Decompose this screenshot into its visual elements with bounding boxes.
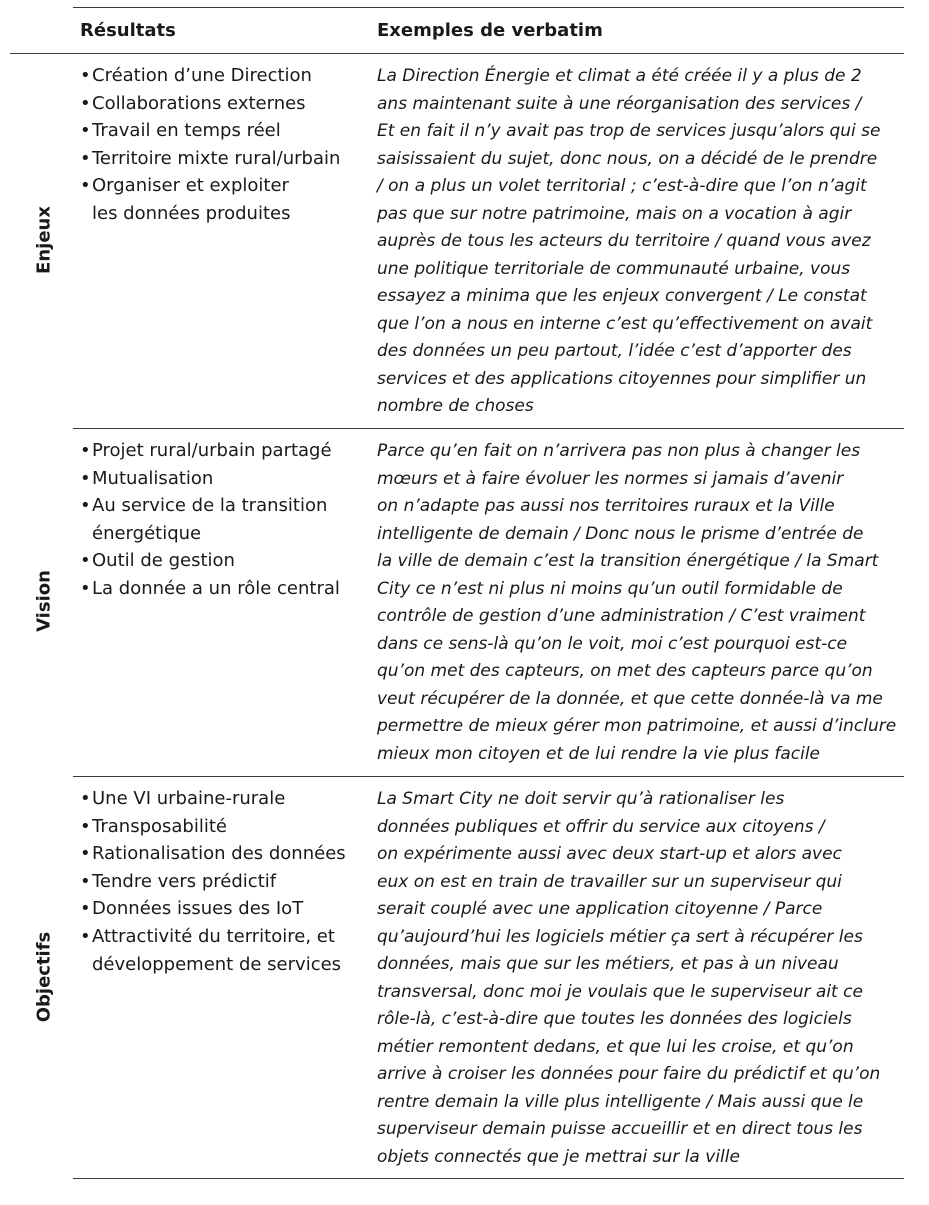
verbatim-line: La Direction Énergie et climat a été créée il y a plus de 2 [377, 66, 862, 86]
verbatim-line: eux on est en train de travailler sur un superviseur qui [377, 871, 842, 892]
verbatim-line: mieux mon citoyen et de lui rendre la vie plus facile [377, 743, 821, 764]
list-item: • Projet rural/urbain partagé [78, 437, 363, 465]
verbatim-line: rôle-là, c’est-à-dire que toutes les données des logiciels [377, 1009, 852, 1029]
results-list-enjeux [78, 62, 363, 228]
section-label-objectifs: Objectifs [33, 931, 55, 1023]
verbatim-line: une politique territoriale de communauté urbaine, vous [377, 258, 851, 279]
list-item: • Rationalisation des données [78, 840, 363, 868]
verbatim-vision [377, 438, 896, 768]
list-item: • Travail en temps réel [78, 117, 363, 145]
list-item: • Une VI urbaine-rurale [78, 785, 363, 813]
verbatim-line: pas que sur notre patrimoine, mais on a vocation à agir [377, 203, 852, 224]
verbatim-line: City ce n’est ni plus ni moins qu’un outil formidable de [377, 578, 843, 599]
verbatim-line: qu’aujourd’hui les logiciels métier ça sert à récupérer les [377, 926, 863, 947]
verbatim-line: mœurs et à faire évoluer les normes si jamais d’avenir [377, 468, 844, 489]
list-item: • Création d’une Direction [78, 62, 363, 90]
verbatim-line: essayez a minima que les enjeux convergent / Le constat [377, 286, 867, 306]
list-item: • Données issues des IoT [78, 895, 363, 923]
verbatim-line: superviseur demain puisse accueillir et en direct tous les [377, 1119, 863, 1139]
verbatim-line: serait couplé avec une application citoyenne / Parce [377, 899, 823, 919]
list-item: • Organiser et exploiter les données produites [78, 172, 363, 227]
verbatim-enjeux [377, 63, 880, 421]
list-item: • Territoire mixte rural/urbain [78, 145, 363, 173]
verbatim-line: permettre de mieux gérer mon patrimoine, et aussi d’inclure [377, 716, 897, 736]
verbatim-line: / on a plus un volet territorial ; c’est-à-dire que l’on n’agit [377, 176, 867, 196]
column-header-results: Résultats [80, 20, 176, 41]
verbatim-line: qu’on met des capteurs, on met des capteurs parce qu’on [377, 661, 873, 681]
list-item: • Mutualisation [78, 465, 363, 493]
verbatim-line: arrive à croiser les données pour faire du prédictif et qu’on [377, 1064, 881, 1084]
section-divider-vision-objectifs [73, 776, 904, 777]
verbatim-line: dans ce sens-là qu’on le voit, moi c’est pourquoi est-ce [377, 633, 848, 654]
list-item: • Transposabilité [78, 813, 363, 841]
verbatim-line: Et en fait il n’y avait pas trop de services jusqu’alors qui se [377, 121, 881, 141]
verbatim-line: données, mais que sur les métiers, et pas à un niveau [377, 954, 839, 974]
verbatim-line: intelligente de demain / Donc nous le prisme d’entrée de [377, 523, 864, 544]
verbatim-line: on expérimente aussi avec deux start-up et alors avec [377, 844, 842, 864]
verbatim-line: objets connectés que je mettrai sur la ville [377, 1146, 740, 1167]
section-divider-enjeux-vision [73, 428, 904, 429]
verbatim-line: veut récupérer de la donnée, et que cette donnée-là va me [377, 688, 883, 709]
verbatim-line: données publiques et offrir du service aux citoyens / [377, 816, 825, 837]
verbatim-line: transversal, donc moi je voulais que le superviseur ait ce [377, 981, 863, 1002]
top-rule [73, 7, 904, 8]
verbatim-line: Parce qu’en fait on n’arrivera pas non plus à changer les [377, 441, 861, 461]
verbatim-line: auprès de tous les acteurs du territoire / quand vous avez [377, 231, 871, 251]
results-list-vision [78, 437, 363, 603]
section-label-vision: Vision [33, 570, 55, 632]
verbatim-line: contrôle de gestion d’une administration / C’est vraiment [377, 606, 866, 626]
results-list-objectifs [78, 785, 363, 978]
verbatim-line: on n’adapte pas aussi nos territoires ruraux et la Ville [377, 496, 835, 516]
list-item: • Tendre vers prédictif [78, 868, 363, 896]
verbatim-line: services et des applications citoyennes pour simplifier un [377, 368, 867, 389]
list-item: • Collaborations externes [78, 90, 363, 118]
list-item: • Au service de la transition énergétique [78, 492, 363, 547]
verbatim-line: ans maintenant suite à une réorganisation des services / [377, 93, 862, 114]
verbatim-line: saisissaient du sujet, donc nous, on a décidé de le prendre [377, 148, 878, 169]
verbatim-line: La Smart City ne doit servir qu’à rationaliser les [377, 789, 785, 809]
verbatim-line: métier remontent dedans, et que lui les croise, et qu’on [377, 1036, 854, 1057]
verbatim-line: rentre demain la ville plus intelligente / Mais aussi que le [377, 1091, 864, 1112]
verbatim-objectifs [377, 786, 880, 1171]
verbatim-line: nombre de choses [377, 396, 534, 416]
verbatim-line: la ville de demain c’est la transition énergétique / la Smart [377, 551, 879, 571]
verbatim-line: des données un peu partout, l’idée c’est d’apporter des [377, 341, 852, 361]
header-rule [10, 53, 904, 54]
section-label-enjeux: Enjeux [33, 206, 55, 274]
column-header-verbatim: Exemples de verbatim [377, 20, 603, 41]
list-item: • Outil de gestion [78, 547, 363, 575]
verbatim-line: que l’on a nous en interne c’est qu’effectivement on avait [377, 313, 873, 334]
list-item: • La donnée a un rôle central [78, 575, 363, 603]
list-item: • Attractivité du territoire, et développement de services [78, 923, 363, 978]
bottom-rule [73, 1178, 904, 1179]
